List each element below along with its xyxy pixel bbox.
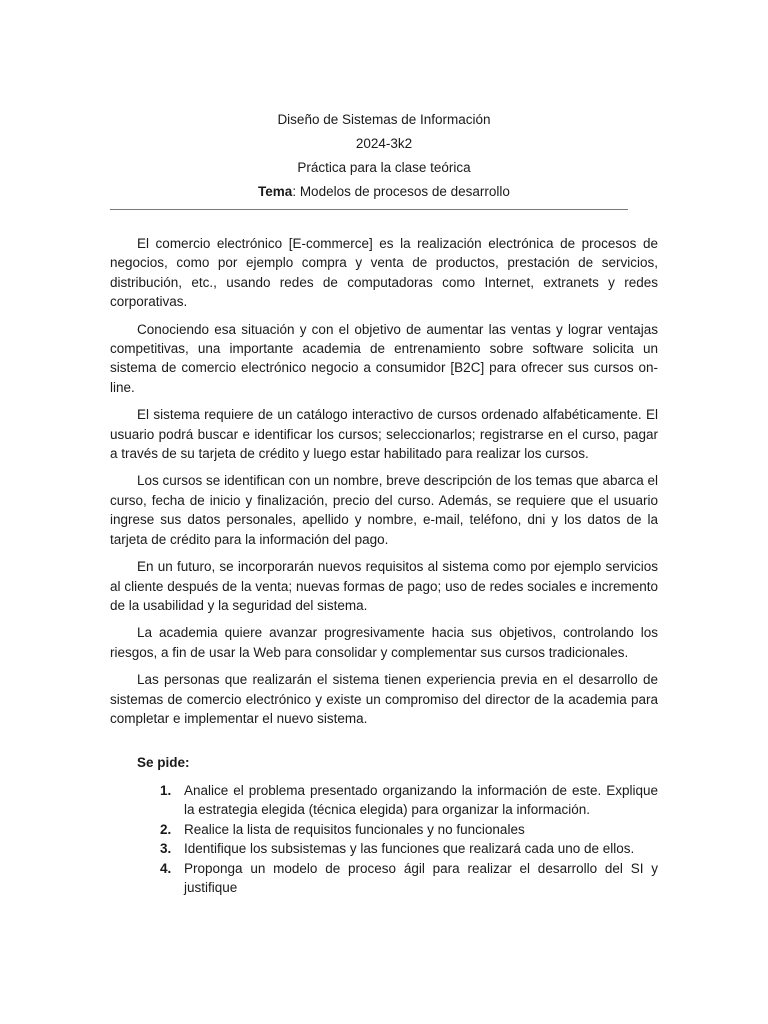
course-title: Diseño de Sistemas de Información xyxy=(277,112,491,127)
list-item-text: Proponga un modelo de proceso ágil para realizar el desarrollo del SI y justifique xyxy=(184,860,658,896)
list-item-number: 3. xyxy=(160,841,172,857)
topic-label: Tema xyxy=(258,184,293,199)
practice-subtitle: Práctica para la clase teórica xyxy=(297,160,471,175)
topic-value: : Modelos de procesos de desarrollo xyxy=(292,184,510,199)
paragraph: El comercio electrónico [E-commerce] es la realización electrónica de procesos de negocios, como por ejemplo compra y venta de productos, prestación de servicios, distribución, etc., usando redes de computadoras como Internet, extranets y redes corporativas. xyxy=(110,236,658,310)
paragraph: Conociendo esa situación y con el objetivo de aumentar las ventas y lograr ventajas competitivas, una importante academia de entrenamiento sobre software solicita un sistema de comercio electrónico negocio a consumidor [B2C] para ofrecer sus cursos on-line. xyxy=(110,321,658,395)
course-code: 2024-3k2 xyxy=(355,136,413,151)
list-item-number: 1. xyxy=(160,783,172,798)
document-body xyxy=(110,234,658,736)
tasks-list xyxy=(160,781,658,897)
list-item-number: 4. xyxy=(160,860,172,876)
paragraph: En un futuro, se incorporarán nuevos requisitos al sistema como por ejemplo servicios al cliente después de la venta; nuevas formas de pago; uso de redes sociales e incremento de la usabilidad y la seguridad del sistema. xyxy=(110,559,658,613)
document-header xyxy=(0,108,768,204)
paragraph: Las personas que realizarán el sistema tienen experiencia previa en el desarrollo de sistemas de comercio electrónico y existe un compromiso del director de la academia para completar e implementar el nuevo sistema. xyxy=(110,672,658,726)
list-item xyxy=(160,839,658,858)
list-item-text: Realice la lista de requisitos funcionales y no funcionales xyxy=(184,821,525,837)
list-item-number: 2. xyxy=(160,821,172,837)
paragraph: El sistema requiere de un catálogo interactivo de cursos ordenado alfabéticamente. El usuario podrá buscar e identificar los cursos; seleccionarlos; registrarse en el curso, pagar a través de su tarjeta de crédito y luego estar habilitado para realizar los cursos. xyxy=(110,407,658,462)
tasks-heading: Se pide: xyxy=(137,755,190,770)
topic-line xyxy=(0,180,768,204)
list-item xyxy=(160,820,658,839)
list-item xyxy=(160,781,658,820)
list-item xyxy=(160,859,658,898)
paragraph: Los cursos se identifican con un nombre, breve descripción de los temas que abarca el curso, fecha de inicio y finalización, precio del curso. Además, se requiere que el usuario ingrese sus datos personales, apellido y nombre, e-mail, teléfono, dni y los datos de la tarjeta de crédito para la información del pago. xyxy=(110,473,658,547)
paragraph: La academia quiere avanzar progresivamente hacia sus objetivos, controlando los riesgos, a fin de usar la Web para consolidar y complementar sus cursos tradicionales. xyxy=(110,625,658,660)
list-item-text: Identifique los subsistemas y las funciones que realizará cada uno de ellos. xyxy=(184,841,635,857)
list-item-text: Analice el problema presentado organizando la información de este. Explique la estrategia elegida (técnica elegida) para organizar la información. xyxy=(184,783,658,818)
header-divider xyxy=(110,209,628,210)
